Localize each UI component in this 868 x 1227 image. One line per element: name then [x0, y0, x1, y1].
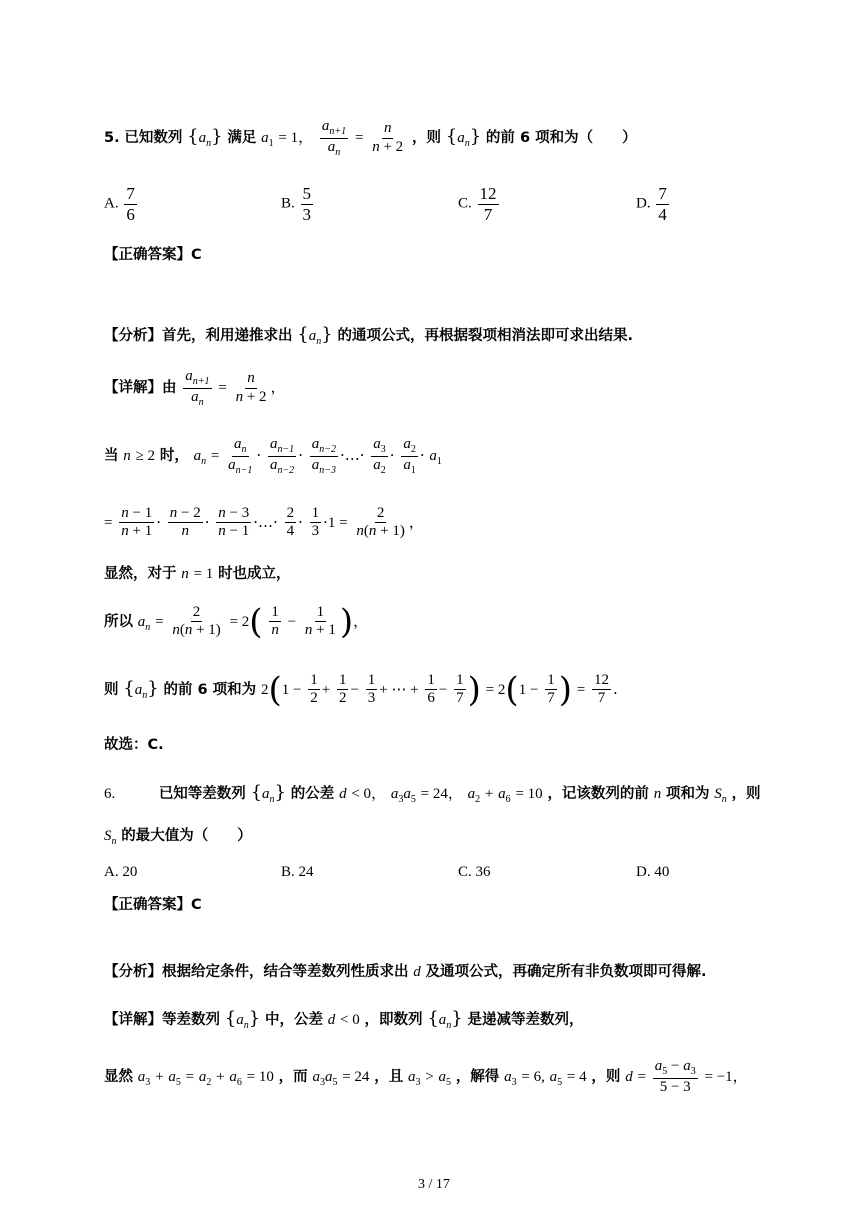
q5-number: 5. [104, 130, 120, 146]
q5-general-term: 所以 $a_n$ = $\frac{2}{n(n + 1)}$ = 2( $\frac{1}{n}$ − $\frac{1}{n + 1}$ )， [104, 601, 369, 642]
q5-analysis: 【分析】首先，利用递推求出 $\{a_n\}$ 的通项公式，再根据裂项相消法即可求出结果. [104, 324, 633, 347]
q5-option-a: A. $\frac{7}{6}$ [104, 184, 135, 224]
q5-text3: ，则 [411, 130, 441, 146]
q6-analysis: 【分析】根据给定条件，结合等差数列性质求出 d 及通项公式，再确定所有非负数项即可得解. [104, 964, 707, 980]
q5-text4: 的前 6 项和为（ ） [485, 130, 637, 146]
q5-product-line: 当 n ≥ 2 时， $a_n$ = $\frac{a_n}{a_{n-1}}$ · $\frac{a_{n-1}}{a_{n-2}}$ · $\frac{a_{n-2}}{a_{n-3}}$ ·…· $\frac{a_3}{a_2}$ · $\frac{a_2}{a_1}$ · $a_1$ [104, 436, 442, 476]
q6-option-c: C. 36 [458, 864, 491, 880]
q5-obviously: 显然，对于 n = 1 时也成立， [104, 566, 291, 582]
q6-stem: 6. 已知等差数列 $\{a_n\}$ 的公差 d < 0， $a_3a_5 = 24$， $a_2 + a_6 = 10$ ，记该数列的前 n 项和为 $S_n$ ，则 [104, 782, 761, 805]
q5-option-b: B. $\frac{5}{3}$ [281, 184, 312, 224]
q6-answer: 【正确答案】C [104, 897, 202, 913]
q6-option-d: D. 40 [636, 864, 670, 880]
q5-choose: 故选：C. [104, 737, 164, 753]
q5-answer: 【正确答案】C [104, 247, 202, 263]
q6-number: 6. [104, 786, 116, 802]
q5-sum: 则 $\{a_n\}$ 的前 6 项和为 2(1 − $\frac{1}{2}$ + $\frac{1}{2}$ − $\frac{1}{3}$ + ⋯ + $\frac{1}{6}$ − $\frac{1}{7}$ ) = 2(1 − $\frac{1}{7}$ ) = $\frac{12}{7}$ . [104, 669, 618, 710]
page-number: 3 / 17 [418, 1177, 450, 1192]
q5-option-d: D. $\frac{7}{4}$ [636, 184, 667, 224]
q5-detail: 【详解】由 $\frac{a_{n+1}}{a_n}$ = $\frac{n}{n + 2}$ ， [104, 368, 286, 408]
q6-option-b: B. 24 [281, 864, 314, 880]
q5-stem: 5. 已知数列 $\{a_n\}$ 满足 $a_1 = 1$， $\frac{a_{n+1}}{a_n}$ = $\frac{n}{n + 2}$ ，则 $\{a_n\}$ 的前 6 项和为（ ） [104, 118, 637, 158]
q5-recurrence: $\frac{a_{n+1}}{a_n}$ [321, 118, 347, 158]
q6-option-a: A. 20 [104, 864, 138, 880]
q5-text1: 已知数列 [124, 130, 183, 146]
q6-stem-2: $S_n$ 的最大值为（ ） [104, 828, 252, 847]
q5-text2: 满足 [227, 130, 257, 146]
q5-telescoping: = $\frac{n - 1}{n + 1}$ · $\frac{n - 2}{n}$ · $\frac{n - 3}{n - 1}$ ·…· $\frac{2}{4}$ · $\frac{1}{3}$ ·1 = $\frac{2}{n(n + 1)}$ ， [104, 505, 424, 540]
q5-option-c: C. $\frac{12}{7}$ [458, 184, 497, 224]
q6-detail: 【详解】等差数列 $\{a_n\}$ 中，公差 d < 0 ，即数列 $\{a_n\}$ 是递减等差数列， [104, 1008, 584, 1031]
q6-solve: 显然 $a_3 + a_5 = a_2 + a_6 = 10$ ，而 $a_3a_5 = 24$ ，且 $a_3 > a_5$ ，解得 $a_3 = 6$, $a_5 = 4$ ，则 d = $\frac{a_5 - a_3}{5 - 3}$ = −1， [104, 1058, 748, 1095]
